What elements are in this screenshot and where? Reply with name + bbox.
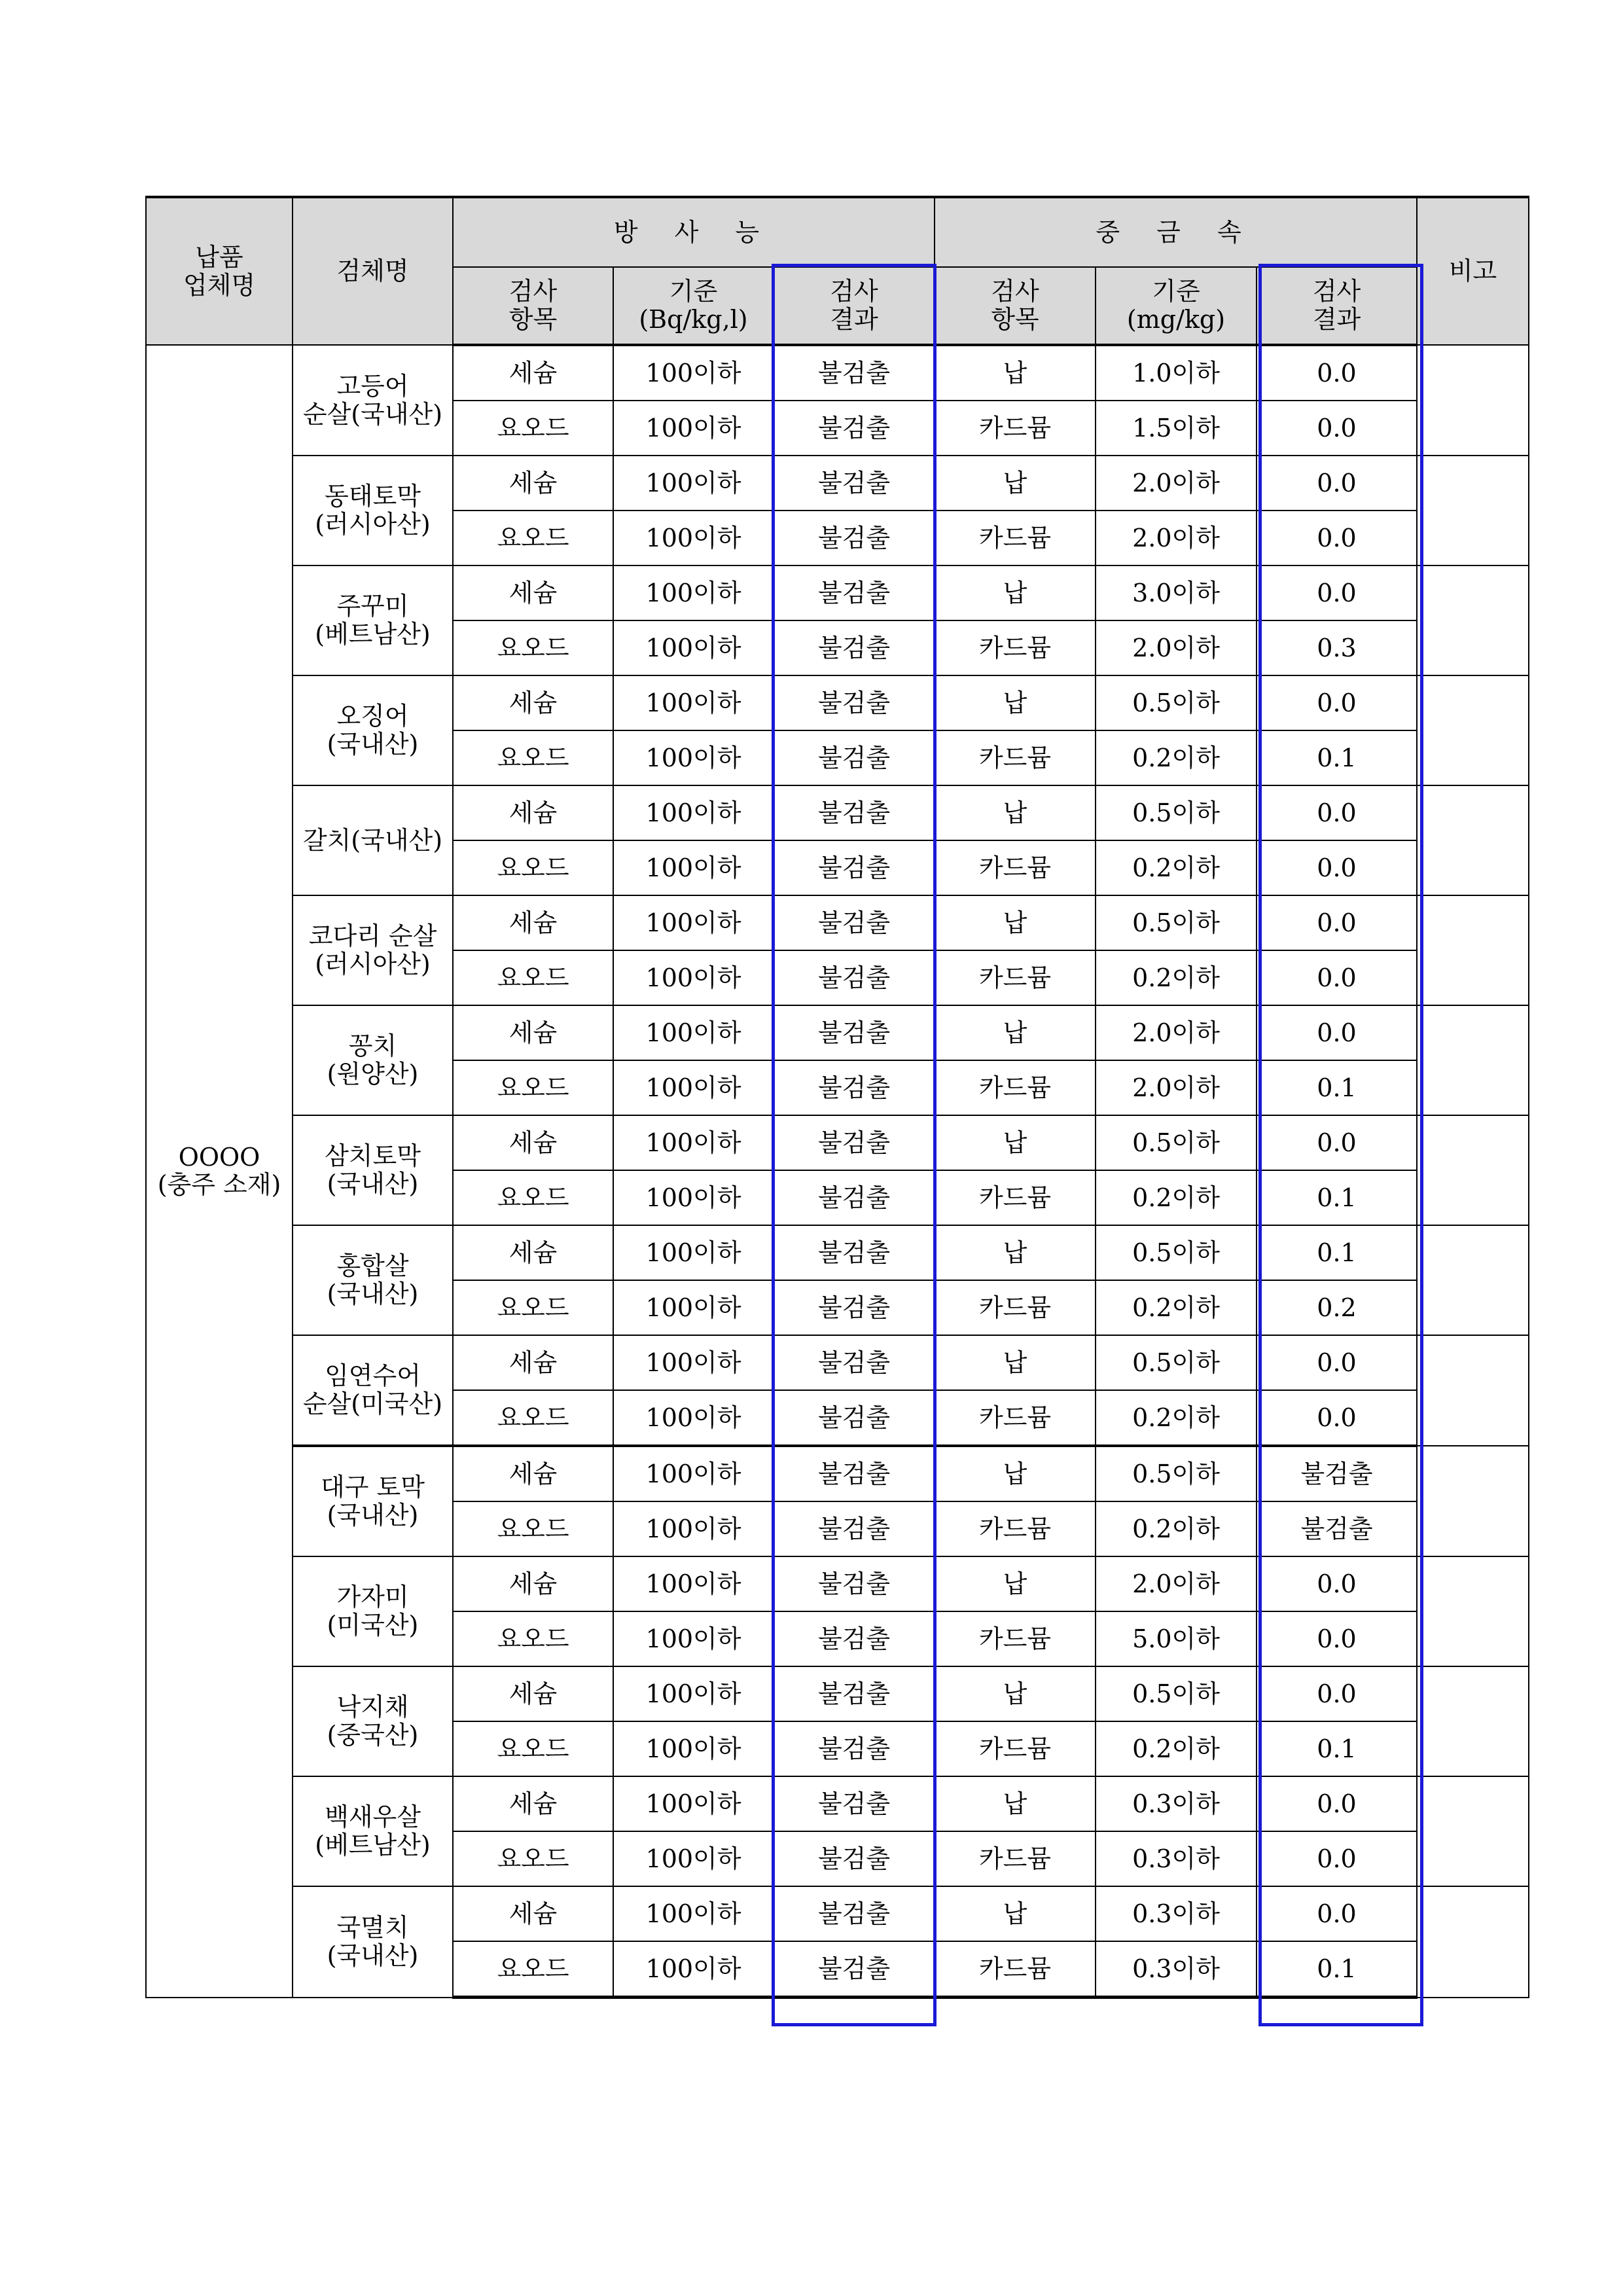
radio-standard-cell: 100이하	[613, 345, 774, 401]
radio-item-cell: 요오드	[453, 401, 613, 456]
table-row	[146, 1115, 1529, 1170]
metal-item-cell: 카드뮴	[935, 1501, 1096, 1556]
sample-name: 삼치토막 (국내산)	[325, 1141, 421, 1198]
metal-result-cell: 0.1	[1257, 1225, 1417, 1280]
metal-standard-cell: 0.2이하	[1096, 730, 1257, 785]
radio-item-cell: 세슘	[453, 1556, 613, 1611]
metal-result-cell: 0.1	[1257, 1721, 1417, 1776]
remarks-cell	[1417, 565, 1529, 675]
remarks-cell	[1417, 895, 1529, 1005]
sample-name: 갈치(국내산)	[302, 825, 443, 855]
sample-name-cell	[293, 1886, 453, 1998]
radio-result-cell: 불검출	[774, 1390, 935, 1446]
sample-name: 대구 토막 (국내산)	[321, 1473, 425, 1530]
metal-standard-cell: 5.0이하	[1096, 1611, 1257, 1666]
radio-standard-cell: 100이하	[613, 1721, 774, 1776]
radio-result-cell: 불검출	[774, 1005, 935, 1060]
metal-item-cell: 카드뮴	[935, 620, 1096, 675]
radio-result-cell: 불검출	[774, 401, 935, 456]
radio-standard-cell: 100이하	[613, 950, 774, 1005]
metal-item-cell: 납	[935, 456, 1096, 511]
metal-result-cell: 0.0	[1257, 785, 1417, 840]
table-row	[146, 785, 1529, 840]
metal-standard-cell: 0.3이하	[1096, 1886, 1257, 1941]
metal-item-cell: 납	[935, 785, 1096, 840]
radio-item-cell: 세슘	[453, 565, 613, 620]
metal-item-cell: 납	[935, 675, 1096, 730]
sample-name-cell	[293, 1776, 453, 1886]
metal-result-cell: 0.0	[1257, 1611, 1417, 1666]
radio-result-cell: 불검출	[774, 1225, 935, 1280]
sample-name: 국멸치 (국내산)	[327, 1913, 419, 1970]
header-radio-item	[453, 267, 613, 345]
header-sample	[293, 197, 453, 345]
metal-item-cell: 카드뮴	[935, 1721, 1096, 1776]
metal-result-cell: 0.1	[1257, 1060, 1417, 1115]
table-row	[146, 1886, 1529, 1941]
radio-item-cell: 요오드	[453, 1280, 613, 1335]
radio-standard-cell: 100이하	[613, 1390, 774, 1446]
header-sample-text: 검체명	[336, 257, 409, 286]
header-heavy-metal-text: 중 금 속	[1096, 217, 1256, 247]
metal-standard-cell: 2.0이하	[1096, 620, 1257, 675]
header-metal-standard-text: 기준 (mg/kg)	[1126, 277, 1226, 334]
metal-item-cell: 납	[935, 345, 1096, 401]
header-remarks-text: 비고	[1448, 257, 1497, 286]
table-row	[146, 1776, 1529, 1831]
metal-item-cell: 카드뮴	[935, 950, 1096, 1005]
table-row	[146, 456, 1529, 511]
table-row	[146, 1005, 1529, 1060]
radio-result-cell: 불검출	[774, 1115, 935, 1170]
radio-item-cell: 세슘	[453, 1005, 613, 1060]
radio-item-cell: 세슘	[453, 1776, 613, 1831]
metal-item-cell: 납	[935, 1886, 1096, 1941]
radio-standard-cell: 100이하	[613, 1831, 774, 1886]
sample-name: 낙지채 (중국산)	[327, 1693, 419, 1749]
radio-result-cell: 불검출	[774, 840, 935, 895]
radio-standard-cell: 100이하	[613, 895, 774, 950]
radio-result-cell: 불검출	[774, 1060, 935, 1115]
table-row	[146, 345, 1529, 401]
header-radioactivity	[453, 197, 935, 267]
remarks-cell	[1417, 1005, 1529, 1115]
table-row	[146, 1556, 1529, 1611]
sample-name: 홍합살 (국내산)	[327, 1251, 419, 1308]
metal-item-cell: 납	[935, 1556, 1096, 1611]
metal-result-cell: 0.0	[1257, 1390, 1417, 1446]
sample-name: 오징어 (국내산)	[327, 702, 419, 759]
metal-item-cell: 납	[935, 1005, 1096, 1060]
radio-result-cell: 불검출	[774, 895, 935, 950]
metal-result-cell: 0.0	[1257, 1886, 1417, 1941]
metal-item-cell: 카드뮴	[935, 1170, 1096, 1225]
metal-item-cell: 카드뮴	[935, 1060, 1096, 1115]
metal-standard-cell: 0.5이하	[1096, 1115, 1257, 1170]
sample-name: 꽁치 (원양산)	[327, 1031, 419, 1088]
metal-result-cell: 0.0	[1257, 456, 1417, 511]
remarks-cell	[1417, 1666, 1529, 1776]
radio-item-cell: 세슘	[453, 1225, 613, 1280]
metal-item-cell: 카드뮴	[935, 840, 1096, 895]
radio-item-cell: 세슘	[453, 345, 613, 401]
radio-result-cell: 불검출	[774, 620, 935, 675]
metal-item-cell: 카드뮴	[935, 1611, 1096, 1666]
metal-standard-cell: 2.0이하	[1096, 511, 1257, 565]
radio-standard-cell: 100이하	[613, 730, 774, 785]
metal-standard-cell: 0.2이하	[1096, 1170, 1257, 1225]
radio-result-cell: 불검출	[774, 456, 935, 511]
metal-standard-cell: 0.2이하	[1096, 1721, 1257, 1776]
radio-standard-cell: 100이하	[613, 1005, 774, 1060]
radio-result-cell: 불검출	[774, 1666, 935, 1721]
radio-result-cell: 불검출	[774, 730, 935, 785]
radio-item-cell: 세슘	[453, 1115, 613, 1170]
metal-standard-cell: 0.5이하	[1096, 1446, 1257, 1501]
metal-result-cell: 0.0	[1257, 1115, 1417, 1170]
table-row	[146, 895, 1529, 950]
radio-item-cell: 세슘	[453, 1446, 613, 1501]
metal-item-cell: 카드뮴	[935, 1280, 1096, 1335]
metal-item-cell: 납	[935, 895, 1096, 950]
metal-result-cell: 0.1	[1257, 1170, 1417, 1225]
remarks-cell	[1417, 1225, 1529, 1335]
radio-result-cell: 불검출	[774, 1280, 935, 1335]
sample-name: 백새우살 (베트남산)	[315, 1803, 431, 1859]
metal-standard-cell: 0.5이하	[1096, 895, 1257, 950]
metal-item-cell: 납	[935, 1225, 1096, 1280]
metal-standard-cell: 0.3이하	[1096, 1831, 1257, 1886]
sample-name: 임연수어 순살(미국산)	[302, 1361, 443, 1418]
radio-result-cell: 불검출	[774, 1611, 935, 1666]
metal-result-cell: 0.2	[1257, 1280, 1417, 1335]
radio-item-cell: 요오드	[453, 511, 613, 565]
radio-standard-cell: 100이하	[613, 456, 774, 511]
radio-result-cell: 불검출	[774, 511, 935, 565]
metal-result-cell: 0.1	[1257, 1941, 1417, 1998]
radio-standard-cell: 100이하	[613, 1060, 774, 1115]
header-metal-result	[1257, 267, 1417, 345]
radio-standard-cell: 100이하	[613, 675, 774, 730]
metal-standard-cell: 1.5이하	[1096, 401, 1257, 456]
remarks-cell	[1417, 1115, 1529, 1225]
radio-standard-cell: 100이하	[613, 1225, 774, 1280]
header-radio-result	[774, 267, 935, 345]
metal-result-cell: 0.1	[1257, 730, 1417, 785]
remarks-cell	[1417, 456, 1529, 565]
radio-standard-cell: 100이하	[613, 1501, 774, 1556]
metal-result-cell: 0.0	[1257, 1776, 1417, 1831]
metal-result-cell: 0.0	[1257, 675, 1417, 730]
sample-name: 코다리 순살 (러시아산)	[308, 922, 437, 978]
radio-item-cell: 요오드	[453, 1060, 613, 1115]
metal-standard-cell: 0.2이하	[1096, 1501, 1257, 1556]
radio-standard-cell: 100이하	[613, 1280, 774, 1335]
sample-name: 동태토막 (러시아산)	[315, 482, 431, 539]
radio-item-cell: 요오드	[453, 1170, 613, 1225]
header-radio-result-text: 검사 결과	[830, 277, 878, 334]
radio-result-cell: 불검출	[774, 1886, 935, 1941]
radio-item-cell: 세슘	[453, 456, 613, 511]
vendor-cell	[146, 345, 293, 1998]
radio-standard-cell: 100이하	[613, 1941, 774, 1998]
table-row	[146, 1446, 1529, 1501]
radio-standard-cell: 100이하	[613, 1776, 774, 1831]
sample-name-cell	[293, 1005, 453, 1115]
sample-name-cell	[293, 675, 453, 785]
metal-standard-cell: 0.5이하	[1096, 1335, 1257, 1390]
metal-result-cell: 불검출	[1257, 1446, 1417, 1501]
radio-standard-cell: 100이하	[613, 620, 774, 675]
header-metal-standard	[1096, 267, 1257, 345]
metal-result-cell: 0.0	[1257, 895, 1417, 950]
radio-standard-cell: 100이하	[613, 511, 774, 565]
metal-result-cell: 0.0	[1257, 1831, 1417, 1886]
header-vendor	[146, 197, 293, 345]
sample-name: 주꾸미 (베트남산)	[315, 592, 431, 649]
metal-item-cell: 납	[935, 1115, 1096, 1170]
remarks-cell	[1417, 1776, 1529, 1886]
metal-standard-cell: 1.0이하	[1096, 345, 1257, 401]
radio-result-cell: 불검출	[774, 1721, 935, 1776]
remarks-cell	[1417, 1556, 1529, 1666]
sample-name-cell	[293, 456, 453, 565]
metal-item-cell: 납	[935, 565, 1096, 620]
radio-standard-cell: 100이하	[613, 1886, 774, 1941]
metal-result-cell: 0.0	[1257, 1666, 1417, 1721]
header-remarks	[1417, 197, 1529, 345]
radio-standard-cell: 100이하	[613, 1611, 774, 1666]
radio-standard-cell: 100이하	[613, 401, 774, 456]
metal-item-cell: 납	[935, 1666, 1096, 1721]
radio-standard-cell: 100이하	[613, 1335, 774, 1390]
radio-result-cell: 불검출	[774, 675, 935, 730]
radio-standard-cell: 100이하	[613, 1115, 774, 1170]
header-metal-result-text: 검사 결과	[1312, 277, 1361, 334]
metal-item-cell: 카드뮴	[935, 730, 1096, 785]
radio-result-cell: 불검출	[774, 1170, 935, 1225]
metal-result-cell: 0.0	[1257, 345, 1417, 401]
radio-item-cell: 요오드	[453, 620, 613, 675]
header-radio-standard-text: 기준 (Bq/kg,l)	[639, 277, 748, 334]
metal-result-cell: 0.0	[1257, 565, 1417, 620]
sample-name-cell	[293, 1446, 453, 1556]
metal-item-cell: 카드뮴	[935, 401, 1096, 456]
sample-name-cell	[293, 565, 453, 675]
metal-standard-cell: 2.0이하	[1096, 1060, 1257, 1115]
radio-standard-cell: 100이하	[613, 1556, 774, 1611]
metal-item-cell: 카드뮴	[935, 1941, 1096, 1998]
radio-result-cell: 불검출	[774, 1446, 935, 1501]
radio-item-cell: 요오드	[453, 730, 613, 785]
remarks-cell	[1417, 785, 1529, 895]
radio-standard-cell: 100이하	[613, 1170, 774, 1225]
radio-item-cell: 세슘	[453, 1666, 613, 1721]
vendor-name: OOOO (충주 소재)	[157, 1142, 281, 1200]
metal-standard-cell: 0.3이하	[1096, 1776, 1257, 1831]
radio-item-cell: 요오드	[453, 840, 613, 895]
radio-result-cell: 불검출	[774, 1831, 935, 1886]
header-metal-item	[935, 267, 1096, 345]
metal-item-cell: 카드뮴	[935, 1390, 1096, 1446]
radio-item-cell: 세슘	[453, 675, 613, 730]
radio-result-cell: 불검출	[774, 1501, 935, 1556]
radio-result-cell: 불검출	[774, 1776, 935, 1831]
radio-item-cell: 세슘	[453, 895, 613, 950]
metal-item-cell: 카드뮴	[935, 1831, 1096, 1886]
table-row	[146, 565, 1529, 620]
radio-standard-cell: 100이하	[613, 785, 774, 840]
sample-name-cell	[293, 345, 453, 456]
sample-name-cell	[293, 1225, 453, 1335]
sample-name-cell	[293, 1556, 453, 1666]
metal-result-cell: 0.0	[1257, 511, 1417, 565]
radio-item-cell: 요오드	[453, 1941, 613, 1998]
results-body	[146, 345, 1529, 1998]
metal-standard-cell: 0.2이하	[1096, 950, 1257, 1005]
radio-item-cell: 세슘	[453, 1886, 613, 1941]
header-heavy-metal	[935, 197, 1417, 267]
metal-result-cell: 0.0	[1257, 1335, 1417, 1390]
radio-item-cell: 세슘	[453, 1335, 613, 1390]
sample-name-cell	[293, 895, 453, 1005]
remarks-cell	[1417, 345, 1529, 456]
radio-result-cell: 불검출	[774, 950, 935, 1005]
metal-standard-cell: 0.3이하	[1096, 1941, 1257, 1998]
radio-result-cell: 불검출	[774, 1556, 935, 1611]
metal-standard-cell: 2.0이하	[1096, 1005, 1257, 1060]
header-radio-standard	[613, 267, 774, 345]
results-table-container	[145, 196, 1528, 1999]
metal-standard-cell: 0.5이하	[1096, 1666, 1257, 1721]
metal-standard-cell: 0.2이하	[1096, 1390, 1257, 1446]
metal-result-cell: 0.0	[1257, 840, 1417, 895]
radio-result-cell: 불검출	[774, 1335, 935, 1390]
metal-standard-cell: 0.2이하	[1096, 1280, 1257, 1335]
metal-result-cell: 0.0	[1257, 401, 1417, 456]
metal-standard-cell: 0.5이하	[1096, 785, 1257, 840]
metal-result-cell: 0.3	[1257, 620, 1417, 675]
radio-standard-cell: 100이하	[613, 1446, 774, 1501]
radio-item-cell: 요오드	[453, 1831, 613, 1886]
sample-name-cell	[293, 1335, 453, 1446]
table-row	[146, 1666, 1529, 1721]
metal-standard-cell: 2.0이하	[1096, 456, 1257, 511]
metal-result-cell: 불검출	[1257, 1501, 1417, 1556]
metal-result-cell: 0.0	[1257, 1556, 1417, 1611]
header-vendor-text: 납품 업체명	[183, 242, 256, 300]
radio-result-cell: 불검출	[774, 565, 935, 620]
radio-item-cell: 요오드	[453, 950, 613, 1005]
radio-result-cell: 불검출	[774, 1941, 935, 1998]
header-radioactivity-text: 방 사 능	[613, 217, 774, 247]
remarks-cell	[1417, 1335, 1529, 1446]
metal-item-cell: 납	[935, 1335, 1096, 1390]
radio-standard-cell: 100이하	[613, 565, 774, 620]
metal-item-cell: 납	[935, 1776, 1096, 1831]
radio-item-cell: 요오드	[453, 1501, 613, 1556]
remarks-cell	[1417, 1446, 1529, 1556]
header-metal-item-text: 검사 항목	[991, 277, 1039, 334]
metal-standard-cell: 0.5이하	[1096, 675, 1257, 730]
metal-result-cell: 0.0	[1257, 1005, 1417, 1060]
metal-item-cell: 카드뮴	[935, 511, 1096, 565]
table-row	[146, 1335, 1529, 1390]
radio-standard-cell: 100이하	[613, 840, 774, 895]
radio-item-cell: 요오드	[453, 1611, 613, 1666]
radio-item-cell: 요오드	[453, 1721, 613, 1776]
radio-result-cell: 불검출	[774, 345, 935, 401]
metal-standard-cell: 0.2이하	[1096, 840, 1257, 895]
remarks-cell	[1417, 1886, 1529, 1998]
metal-standard-cell: 2.0이하	[1096, 1556, 1257, 1611]
header-radio-item-text: 검사 항목	[508, 277, 558, 334]
radio-result-cell: 불검출	[774, 785, 935, 840]
table-row	[146, 1225, 1529, 1280]
remarks-cell	[1417, 675, 1529, 785]
metal-standard-cell: 0.5이하	[1096, 1225, 1257, 1280]
sample-name-cell	[293, 1115, 453, 1225]
sample-name: 가자미 (미국산)	[327, 1583, 419, 1640]
metal-standard-cell: 3.0이하	[1096, 565, 1257, 620]
table-row	[146, 675, 1529, 730]
metal-result-cell: 0.0	[1257, 950, 1417, 1005]
sample-name-cell	[293, 1666, 453, 1776]
sample-name: 고등어 순살(국내산)	[302, 371, 443, 429]
inspection-results-table	[145, 196, 1529, 1999]
radio-item-cell: 세슘	[453, 785, 613, 840]
radio-item-cell: 요오드	[453, 1390, 613, 1446]
sample-name-cell	[293, 785, 453, 895]
metal-item-cell: 납	[935, 1446, 1096, 1501]
radio-standard-cell: 100이하	[613, 1666, 774, 1721]
